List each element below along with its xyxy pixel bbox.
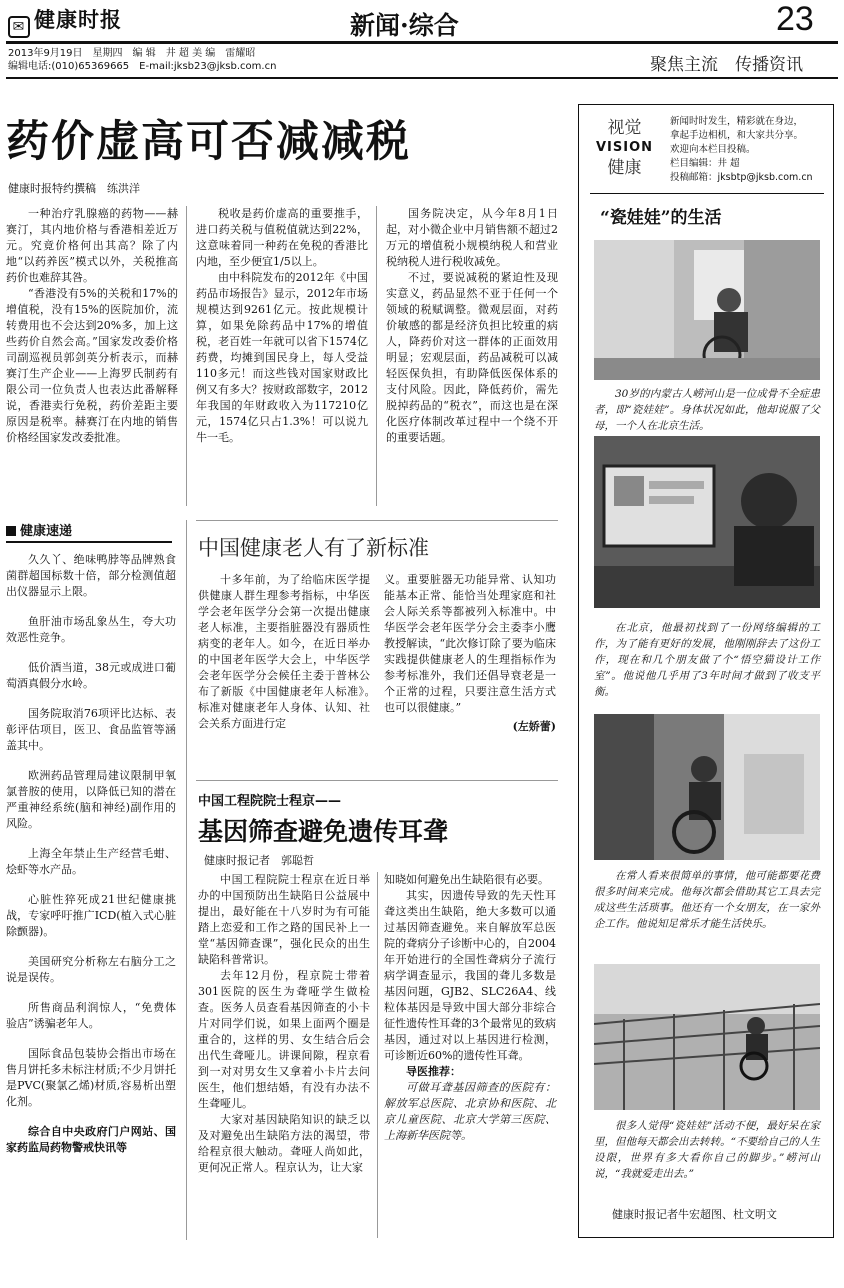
gene-paragraph: 知晓如何避免出生缺陷很有必要。 (384, 873, 549, 886)
section-divider (196, 520, 558, 521)
photo-man-at-door (594, 714, 820, 860)
elderly-column-2 (384, 572, 556, 734)
newspaper-logo: ✉ 健康时报 (8, 4, 122, 38)
photo-caption: 很多人觉得“瓷娃娃”活动不便，最好呆在家里，但他每天都会出去转转。“不要给自己的人生设限，世界有多大看你自己的脚步。”崂河山说，“我就爱走出去。” (594, 1120, 820, 1180)
vision-info: 新闻时时发生，精彩就在身边， 拿起手边相机，和大家共分享。 欢迎向本栏目投稿。 栏目编辑：井 超 投稿邮箱：jksbtp@jksb.com.cn (670, 116, 813, 183)
vision-title: 视觉 VISION 健康 (596, 118, 654, 178)
brief-item: 上海全年禁止生产经营毛蚶、烩虾等水产品。 (6, 847, 176, 876)
brief-item: 久久丫、绝味鸭脖等品牌熟食菌群超国标数十倍，部分检测值超出仪器显示上限。 (6, 553, 176, 598)
page-number: 23 (776, 0, 814, 38)
masthead-bottom-rule (6, 77, 838, 79)
square-bullet-icon (6, 526, 16, 536)
contact-line: 编辑电话:(010)65369665 E-mail:jksb23@jksb.com.cn (8, 61, 277, 72)
logo-icon: ✉ (8, 16, 30, 38)
lead-paragraph: 一种治疗乳腺癌的药物——赫赛汀，其内地价格与香港相差近万元。究竟价格何出其高？除了内地“以药养医”模式以外，关税推高药价也难辞其咎。 (6, 207, 178, 284)
lead-byline: 健康时报特约撰稿 练洪洋 (8, 182, 140, 195)
gene-paragraph: 其实，因遗传导致的先天性耳聋这类出生缺陷，绝大多数可以通过基因筛查避免。来自解放军总医院的聋病分子诊断中心的，自2004年开始进行的全国性聋病分子流行病学调查显示，我国的聋儿多数是基因问题，GJB2、SLC26A4、线粒体基因是导致中国大部分非综合征性遗传性耳聋的3个最常见的致病基因，通过对以上基因进行检测，可诊断近60%的遗传性耳聋。 (384, 889, 556, 1062)
lead-column-1 (6, 206, 178, 446)
date-line: 2013年9月19日 星期四 编 辑 井 超 美 编 雷耀昭 (8, 48, 256, 59)
lead-headline: 药价虚高可否减减税 (6, 117, 411, 167)
brief-item: 美国研究分析称左右脑分工之说是误传。 (6, 955, 176, 984)
gene-byline: 健康时报记者 郭聪哲 (204, 854, 314, 867)
gene-paragraph: 大家对基因缺陷知识的缺乏以及对避免出生缺陷方法的渴望，带给程京很大触动。聋哑人尚如此，更何况正常人。程京认为，让大家 (198, 1113, 370, 1174)
lead-paragraph: “香港没有5%的关税和17%的增值税，没有15%的医院加价，流转费用也不会达到20%多，加上这些药价自然会高。”国家发改委价格司副巡视员郭剑英分析表示，而赫赛汀生产企业——上海罗氏制药有限公司一位负责人也表达此番解释说，香港卖行免税，药价差距主要原因是税率。赫赛汀在内地的销售价格经国家发改委批准。 (6, 287, 178, 444)
lead-paragraph: 由中科院发布的2012年《中国药品市场报告》显示，2012年市场规模达到9261亿元。按此规模计算，如果免除药品中17%的增值税，老百姓一年就可以省下1574亿药费，均摊到国民身上，每人受益110多元！而这些钱对国家财政比例又有多大？按财政部数字，2012年我国的年财政收入为117210亿元，1574亿只占1.3%！可以说九牛一毛。 (196, 271, 368, 444)
gene-column-1 (198, 872, 370, 1176)
lead-column-3 (386, 206, 558, 446)
photo-credit: 健康时报记者牛宏超图、杜文明文 (612, 1208, 777, 1221)
section-title: 新闻·综合 (350, 11, 459, 40)
column-divider (186, 206, 187, 506)
column-divider (377, 872, 378, 1238)
lead-column-2 (196, 206, 368, 446)
gene-headline: 基因筛查避免遗传耳聋 (198, 817, 449, 846)
photo-caption: 30岁的内蒙古人崂河山是一位成骨不全症患者，即“瓷娃娃”。身体状况如此，他却说服了父母，一个人在北京生活。 (594, 388, 820, 432)
vision-story-title: “瓷娃娃”的生活 (600, 208, 722, 228)
elderly-headline: 中国健康老人有了新标准 (198, 536, 429, 560)
elderly-byline: (左娇蕾) (512, 720, 556, 733)
masthead-slogan: 聚焦主流 传播资讯 (650, 55, 803, 75)
gene-kicker: 中国工程院院士程京—— (198, 794, 342, 809)
lead-paragraph: 不过，要说减税的紧迫性及现实意义，药品显然不亚于任何一个领域的税赋调整。微观层面，对药价敏感的都是经济负担比较重的病人，降药价对这一群体的正面效用明显；宏观层面，药品减税可以减轻医保负担，有助降低医保体系的支付风险。因此，降低药价，需先脱掉药品的“税衣”，而这也是在深化医疗体制改革过程中一个绕不开的重要话题。 (386, 271, 558, 444)
lead-paragraph: 税收是药价虚高的重要推手，进口药关税与值税值就达到22%，这意味着同一种药在免税的香港比内地，至少便宜1/5以上。 (196, 207, 368, 268)
briefs-title: 健康速递 (6, 520, 172, 543)
gene-paragraph: 中国工程院院士程京在近日举办的中国预防出生缺陷日公益展中提出，最好能在十八岁时为有可能踏上恋爱和工作之路的国民补上一堂“基因筛查课”，强化民众的出生缺陷科普常识。 (198, 873, 370, 966)
brief-item: 心脏性猝死成21世纪健康挑战，专家呼吁推广ICD(植入式心脏除颤器)。 (6, 893, 176, 938)
photo-man-at-computer (594, 436, 820, 608)
photo-caption: 在常人看来很简单的事情，他可能都要花费很多时间来完成。他每次都会借助其它工具去完成这些生活琐事。他还有一个女朋友，在一家外企工作。他说知足常乐才能生活快乐。 (594, 870, 820, 930)
photo-caption: 在北京，他最初找到了一份网络编辑的工作，为了能有更好的发展，他刚刚辞去了这份工作，现在和几个朋友做了个“悟空猫设计工作室”。他说他几乎用了3年时间才做到了收支平衡。 (594, 622, 820, 698)
masthead-meta (8, 47, 276, 73)
gene-paragraph: 去年12月份，程京院士带着301医院的医生为聋哑学生做检查。医务人员查看基因筛查的小卡片对同学们说，如果上面两个圈是重合的，这样的男、女生结合后会出代生聋哑儿。讲课间隙，程京看到一对对男女生又拿着小卡片去问医生，他们想结婚，有没有办法不生聋哑儿。 (198, 969, 370, 1110)
brief-item: 国务院取消76项评比达标、表彰评估项目，医卫、食品监管等涵盖其中。 (6, 707, 176, 752)
masthead-rule (6, 41, 838, 44)
photo-man-on-ramp (594, 964, 820, 1110)
briefs-list (6, 552, 176, 1170)
brief-item: 鱼肝油市场乱象丛生，夸大功效恶性竞争。 (6, 615, 176, 644)
gene-paragraph: 可做耳聋基因筛查的医院有：解放军总医院、北京协和医院、北京儿童医院、北京大学第三医院、上海新华医院等。 (384, 1081, 556, 1142)
brief-item: 低价酒当道，38元或成进口葡萄酒真假分水岭。 (6, 661, 176, 690)
brief-item: 欧洲药品管理局建议限制甲氧氯普胺的使用，以降低已知的潜在严重神经系统(脑和神经)副作用的风险。 (6, 769, 176, 830)
elderly-paragraph: 十多年前，为了给临床医学提供健康人群生理参考指标，中华医学会老年医学分会第一次提出健康老人标准，主要指脏器没有器质性病变的老年人。如今，在近日举办的中国老年医学大会上，中华医学会老年医学分会候任主委于普林公布了新版《中国健康老年人标准》。 标准对健康老年人身体、认知、社会关系方面进行定 (198, 573, 381, 730)
section-divider (196, 780, 558, 781)
vision-divider (590, 193, 824, 194)
lead-paragraph: 国务院决定，从今年8月1日起，对小微企业中月销售额不超过2万元的增值税小规模纳税人和营业税纳税人进行税收减免。 (386, 207, 558, 268)
elderly-column-1 (198, 572, 381, 732)
elderly-paragraph: 义。重要脏器无功能异常、认知功能基本正常、能恰当处理家庭和社会人际关系等都被列入标准中。中华医学会老年医学分会主委李小鹰教授解读，“此次修订除了要为临床实践提供健康老人的生理指标作为参考标准外，我们还倡导衰老是一个正常的过程，只要注意生活方式也可以很健康。” (384, 573, 556, 714)
gene-recommend-label: 导医推荐： (406, 1065, 461, 1078)
brief-item: 所售商品利润惊人，“免费体验店”诱骗老年人。 (6, 1001, 176, 1030)
gene-column-2 (384, 872, 556, 1144)
photo-man-in-wheelchair-room (594, 240, 820, 380)
column-divider (376, 206, 377, 506)
brief-source: 综合自中央政府门户网站、国家药监局药物警戒快讯等 (6, 1125, 176, 1154)
column-divider (186, 520, 187, 1240)
brief-item: 国际食品包装协会指出市场在售月饼托多未标注材质;不少月饼托是PVC(聚氯乙烯)材质,容易析出塑化剂。 (6, 1047, 176, 1108)
